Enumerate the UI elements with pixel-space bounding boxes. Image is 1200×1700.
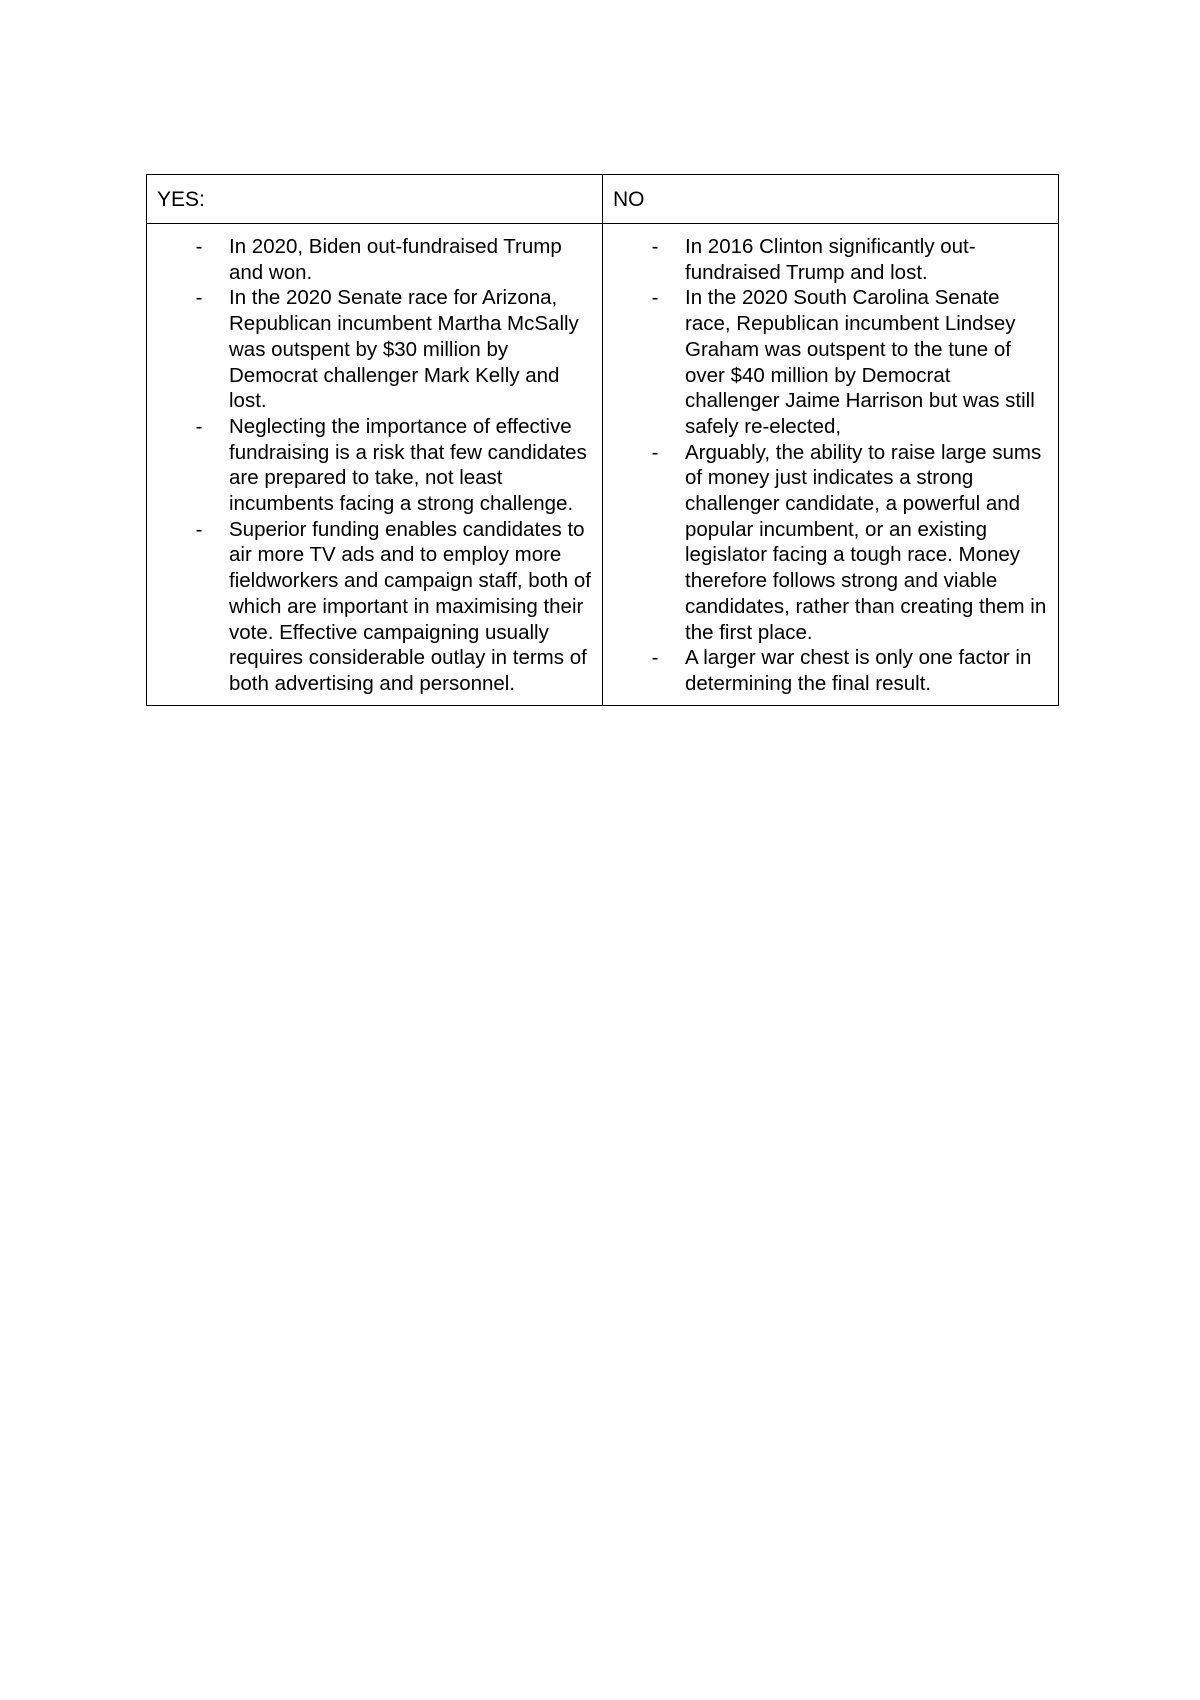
list-item <box>651 645 1048 696</box>
list-item <box>195 234 592 285</box>
yes-points-list <box>147 224 602 705</box>
dash-bullet: - <box>651 646 659 670</box>
list-item <box>195 517 592 697</box>
list-item <box>651 234 1048 285</box>
table-header-row <box>147 175 1059 224</box>
yes-points-cell <box>147 224 603 706</box>
list-item <box>651 440 1048 646</box>
no-points-list <box>603 224 1058 705</box>
no-point-2: In the 2020 South Carolina Senate race, Republican incumbent Lindsey Graham was outspent to the tune of over $40 million by Democrat challenger Jaime Harrison but was still safely re-elected, <box>685 286 1035 438</box>
no-point-3: Arguably, the ability to raise large sums of money just indicates a strong challenger candidate, a powerful and popular incumbent, or an existing legislator facing a tough race. Money therefore follows strong and viable candidates, rather than creating them in the first place. <box>685 440 1047 644</box>
no-point-4: A larger war chest is only one factor in determining the final result. <box>685 646 1032 695</box>
no-header: NO <box>613 188 645 211</box>
list-item <box>195 414 592 517</box>
dash-bullet: - <box>651 286 659 310</box>
list-item <box>195 285 592 414</box>
yes-point-4: Superior funding enables candidates to air more TV ads and to employ more fieldworkers and campaign staff, both of which are important in maximising their vote. Effective campaigning usually requires considerable outlay in terms of both advertising and personnel. <box>229 517 591 695</box>
yes-no-comparison-table <box>146 174 1059 706</box>
yes-point-1: In 2020, Biden out-fundraised Trump and won. <box>229 235 562 284</box>
no-point-1: In 2016 Clinton significantly out-fundraised Trump and lost. <box>685 235 976 284</box>
dash-bullet: - <box>195 286 203 310</box>
yes-point-3: Neglecting the importance of effective fundraising is a risk that few candidates are prepared to take, not least incumbents facing a strong challenge. <box>229 414 587 516</box>
list-item <box>651 285 1048 439</box>
dash-bullet: - <box>195 517 203 541</box>
dash-bullet: - <box>195 235 203 258</box>
dash-bullet: - <box>651 440 659 464</box>
yes-header: YES: <box>157 188 205 211</box>
yes-point-2: In the 2020 Senate race for Arizona, Republican incumbent Martha McSally was outspent by $30 million by Democrat challenger Mark Kelly and lost. <box>229 286 579 413</box>
no-header-cell <box>603 175 1059 224</box>
dash-bullet: - <box>651 235 659 258</box>
dash-bullet: - <box>195 414 203 438</box>
table-body-row <box>147 224 1059 706</box>
no-points-cell <box>603 224 1059 706</box>
yes-header-cell <box>147 175 603 224</box>
